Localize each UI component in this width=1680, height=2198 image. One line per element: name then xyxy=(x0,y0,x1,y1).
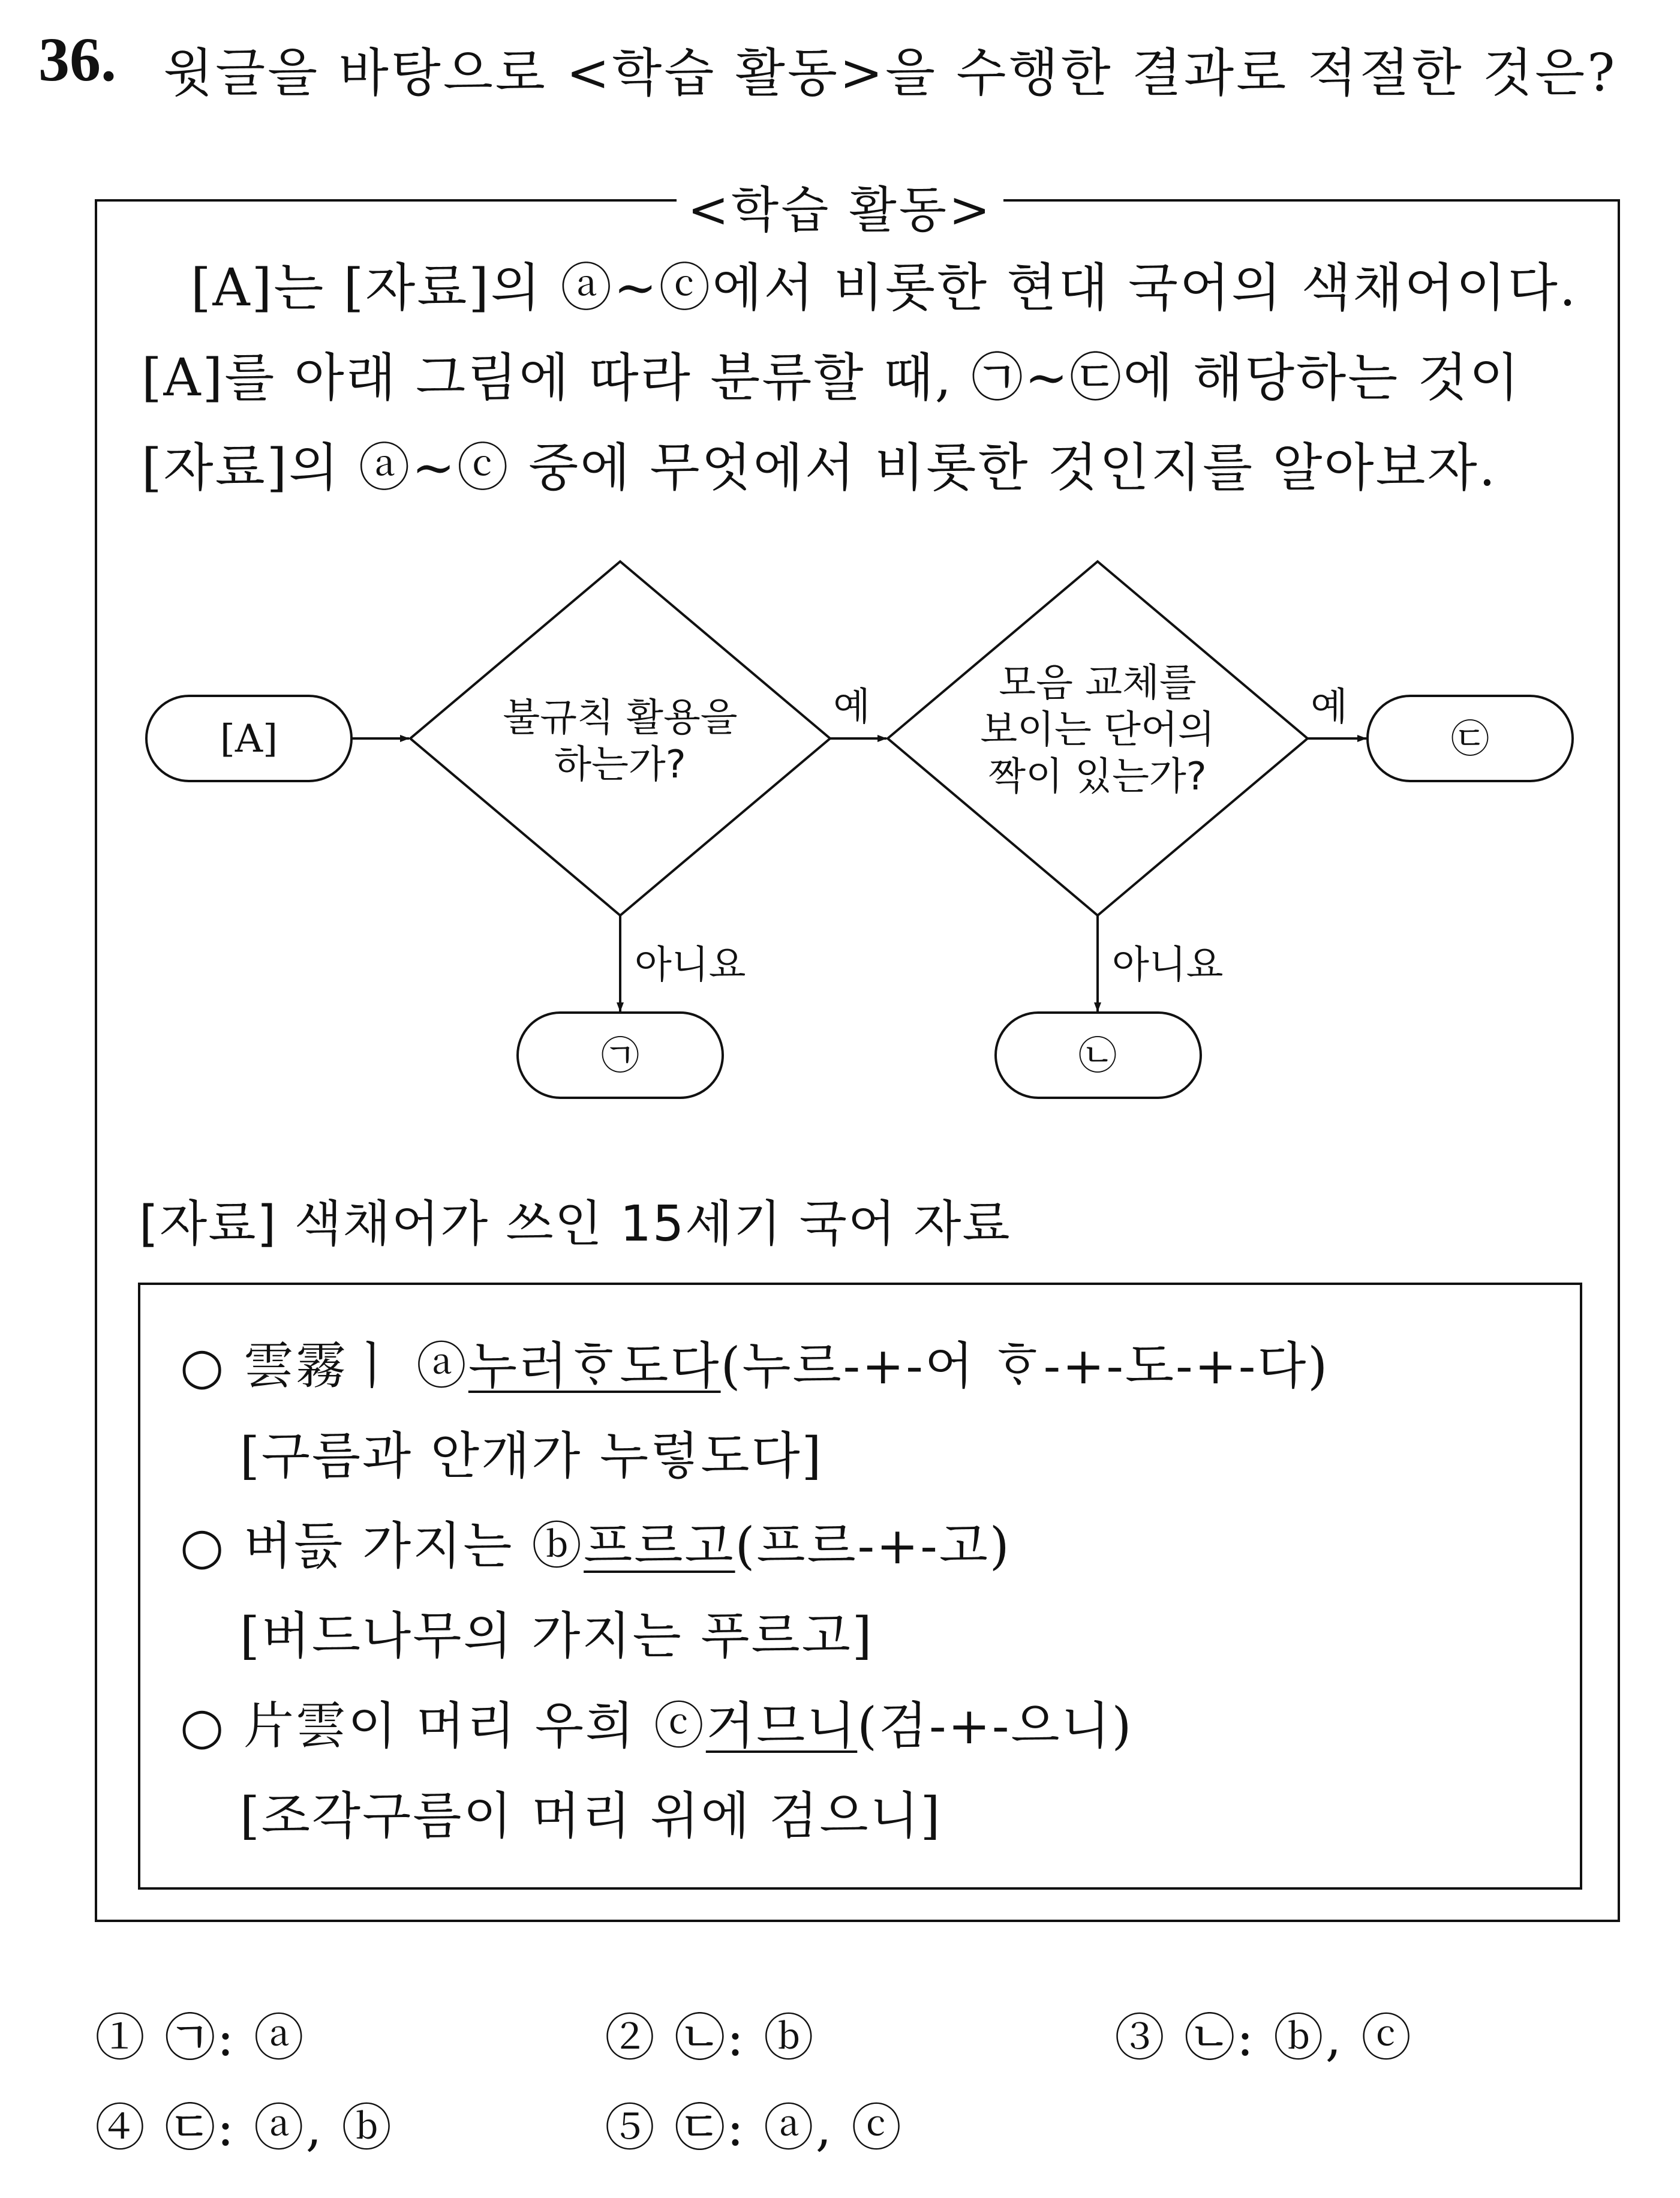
decision2-text-line3: 짝이 있는가? xyxy=(988,755,1207,799)
source-title: [자료] 색채어가 쓰인 15세기 국어 자료 xyxy=(139,1196,1011,1253)
no-label-2: 아니요 xyxy=(1112,943,1224,987)
decision2-text-line2: 보이는 단어의 xyxy=(980,708,1215,752)
source-item-2-word: 프르고 xyxy=(584,1517,735,1575)
start-label: [A] xyxy=(220,717,278,761)
activity-paragraph-line-3: [자료]의 ⓐ~ⓒ 중에 무엇에서 비롯한 것인지를 알아보자. xyxy=(142,438,1498,498)
source-item-1-gloss: [구름과 안개가 누렇도다] xyxy=(240,1427,824,1485)
yes-label-1: 예 xyxy=(833,685,870,729)
answer-option-4[interactable]: ④ ㉢: ⓐ, ⓑ xyxy=(95,2098,394,2157)
source-item-1-prefix: ○ 雲霧ㅣ ⓐ xyxy=(180,1337,468,1395)
source-item-1 xyxy=(180,1326,1329,1398)
yes-label-2: 예 xyxy=(1311,685,1348,729)
activity-title: <학습 활동> xyxy=(677,182,1003,239)
activity-paragraph-line-2: [A]를 아래 그림에 따라 분류할 때, ㉠~㉢에 해당하는 것이 xyxy=(142,348,1521,408)
source-item-3 xyxy=(180,1686,1133,1758)
decision1-text-line2: 하는가? xyxy=(554,743,686,787)
activity-title-wrap xyxy=(0,171,1680,241)
question-text: 윗글을 바탕으로 <학습 활동>을 수행한 결과로 적절한 것은? xyxy=(163,43,1618,103)
question-number: 36. xyxy=(38,25,116,94)
source-item-3-prefix: ○ 片雲이 머리 우희 ⓒ xyxy=(180,1696,706,1755)
source-item-1-parse: (누르-+-어 ᄒᆞ-+-도-+-다) xyxy=(720,1337,1330,1395)
answer-option-1[interactable]: ① ㉠: ⓐ xyxy=(95,2008,306,2067)
result-b-label: ㉡ xyxy=(1078,1034,1117,1079)
source-item-2-prefix: ○ 버듨 가지는 ⓑ xyxy=(180,1517,584,1575)
source-item-2 xyxy=(180,1506,1011,1578)
source-item-2-gloss: [버드나무의 가지는 푸르고] xyxy=(240,1607,874,1665)
answer-option-2[interactable]: ② ㉡: ⓑ xyxy=(605,2008,816,2067)
activity-paragraph-line-1: [A]는 [자료]의 ⓐ~ⓒ에서 비롯한 현대 국어의 색채어이다. xyxy=(191,258,1578,318)
source-item-3-word: 거므니 xyxy=(705,1696,858,1755)
source-item-1-word: 누러ᄒᆞ도다 xyxy=(468,1337,721,1395)
source-item-3-gloss: [조각구름이 머리 위에 검으니] xyxy=(240,1786,942,1845)
result-c-label: ㉢ xyxy=(1451,717,1489,762)
no-label-1: 아니요 xyxy=(635,943,746,987)
result-a-label: ㉠ xyxy=(601,1034,639,1079)
decision2-text-line1: 모음 교체를 xyxy=(999,661,1197,705)
answer-option-5[interactable]: ⑤ ㉢: ⓐ, ⓒ xyxy=(605,2098,904,2157)
source-item-2-parse: (프르-+-고) xyxy=(735,1517,1011,1575)
source-item-3-parse: (검-+-으니) xyxy=(857,1696,1134,1755)
decision1-text-line1: 불규칙 활용을 xyxy=(503,696,738,740)
answer-option-3[interactable]: ③ ㉡: ⓑ, ⓒ xyxy=(1114,2008,1414,2067)
classification-flowchart xyxy=(95,540,1620,1140)
